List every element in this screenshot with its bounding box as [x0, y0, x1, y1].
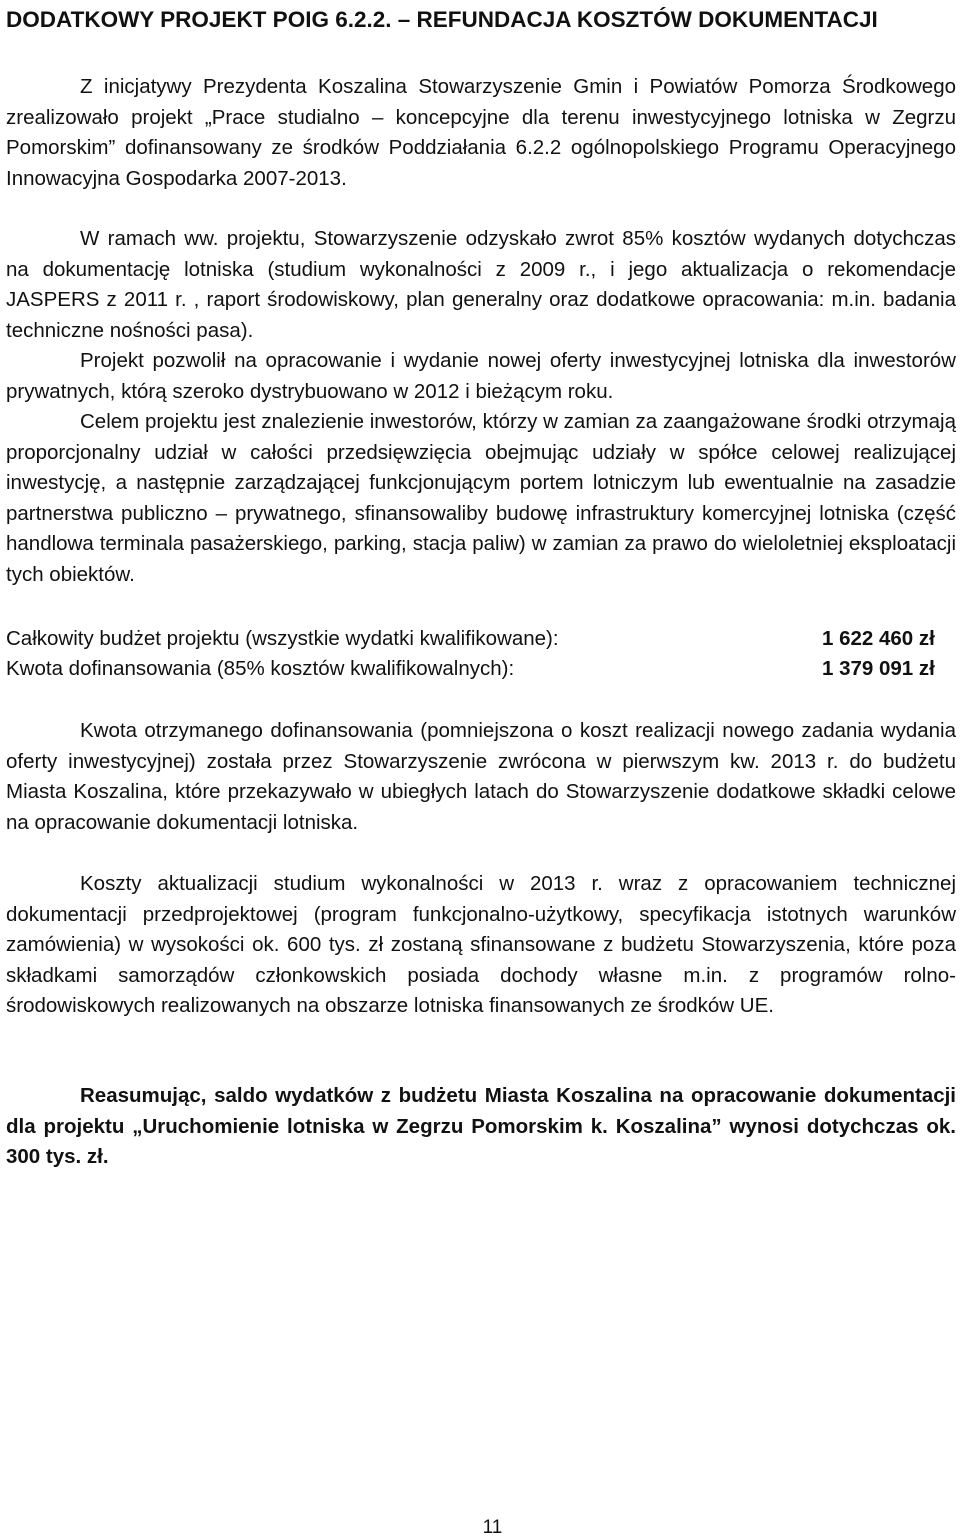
budget-cofinancing-label: Kwota dofinansowania (85% kosztów kwalifikowalnych): [6, 657, 515, 680]
budget-cofinancing-row [6, 654, 956, 684]
costs-paragraph: Koszty aktualizacji studium wykonalności w 2013 r. wraz z opracowaniem technicznej dokumentacji przedprojektowej (program funkcjonalno-użytkowy, specyfikacja istotnych warunków zamówienia) w wysokości ok. 600 tys. zł zostaną sfinansowane z budżetu Stowarzyszenia, które poza składkami samorządów członkowskich posiada dochody własne m.in. z programów rolno-środowiskowych realizowanych na obszarze lotniska finansowanych ze środków UE. [6, 872, 956, 1017]
goal-paragraph: Celem projektu jest znalezienie inwestorów, którzy w zamian za zaangażowane środki otrzymają proporcjonalny udział w całości przedsięwzięcia obejmując udziały w spółce celowej realizującej inwestycję, a następnie zarządzającej funkcjonującym portem lotniczym lub ewentualnie na zasadzie partnerstwa publiczno – prywatnego, sfinansowaliby budowę infrastruktury komercyjnej lotniska (część handlowa terminala pasażerskiego, parking, stacja paliw) w zamian za prawo do wieloletniej eksploatacji tych obiektów. [6, 410, 956, 586]
offer-paragraph: Projekt pozwolił na opracowanie i wydanie nowej oferty inwestycyjnej lotniska dla inwestorów prywatnych, którą szeroko dystrybuowano w 2012 i bieżącym roku. [6, 349, 956, 403]
budget-total-row [6, 624, 956, 654]
summary-paragraph: Reasumując, saldo wydatków z budżetu Miasta Koszalina na opracowanie dokumentacji dla projektu „Uruchomienie lotniska w Zegrzu Pomorskim k. Koszalina” wynosi dotychczas ok. 300 tys. zł. [6, 1084, 956, 1168]
budget-cofinancing-value: 1 379 091 zł [822, 657, 935, 680]
intro-paragraph: Z inicjatywy Prezydenta Koszalina Stowarzyszenie Gmin i Powiatów Pomorza Środkowego zrealizowało projekt „Prace studialno – koncepcyjne dla terenu inwestycyjnego lotniska w Zegrzu Pomorskim” dofinansowany ze środków Poddziałania 6.2.2 ogólnopolskiego Programu Operacyjnego Innowacyjna Gospodarka 2007-2013. [6, 75, 956, 190]
budget-total-label: Całkowity budżet projektu (wszystkie wydatki kwalifikowane): [6, 627, 559, 650]
page-number: 11 [482, 1517, 503, 1538]
document-page [6, 0, 956, 1537]
return-paragraph: Kwota otrzymanego dofinansowania (pomniejszona o koszt realizacji nowego zadania wydania oferty inwestycyjnej) została przez Stowarzyszenie zwrócona w pierwszym kw. 2013 r. do budżetu Miasta Koszalina, które przekazywało w ubiegłych latach do Stowarzyszenie dodatkowe składki celowe na opracowanie dokumentacji lotniska. [6, 719, 956, 834]
document-heading: DODATKOWY PROJEKT POIG 6.2.2. – REFUNDACJA KOSZTÓW DOKUMENTACJI [6, 7, 878, 32]
budget-total-value: 1 622 460 zł [822, 627, 935, 650]
refund-paragraph: W ramach ww. projektu, Stowarzyszenie odzyskało zwrot 85% kosztów wydanych dotychczas na dokumentację lotniska (studium wykonalności z 2009 r., i jego aktualizacja o rekomendacje JASPERS z 2011 r. , raport środowiskowy, plan generalny oraz dodatkowe opracowania: m.in. badania techniczne nośności pasa). [6, 227, 956, 342]
